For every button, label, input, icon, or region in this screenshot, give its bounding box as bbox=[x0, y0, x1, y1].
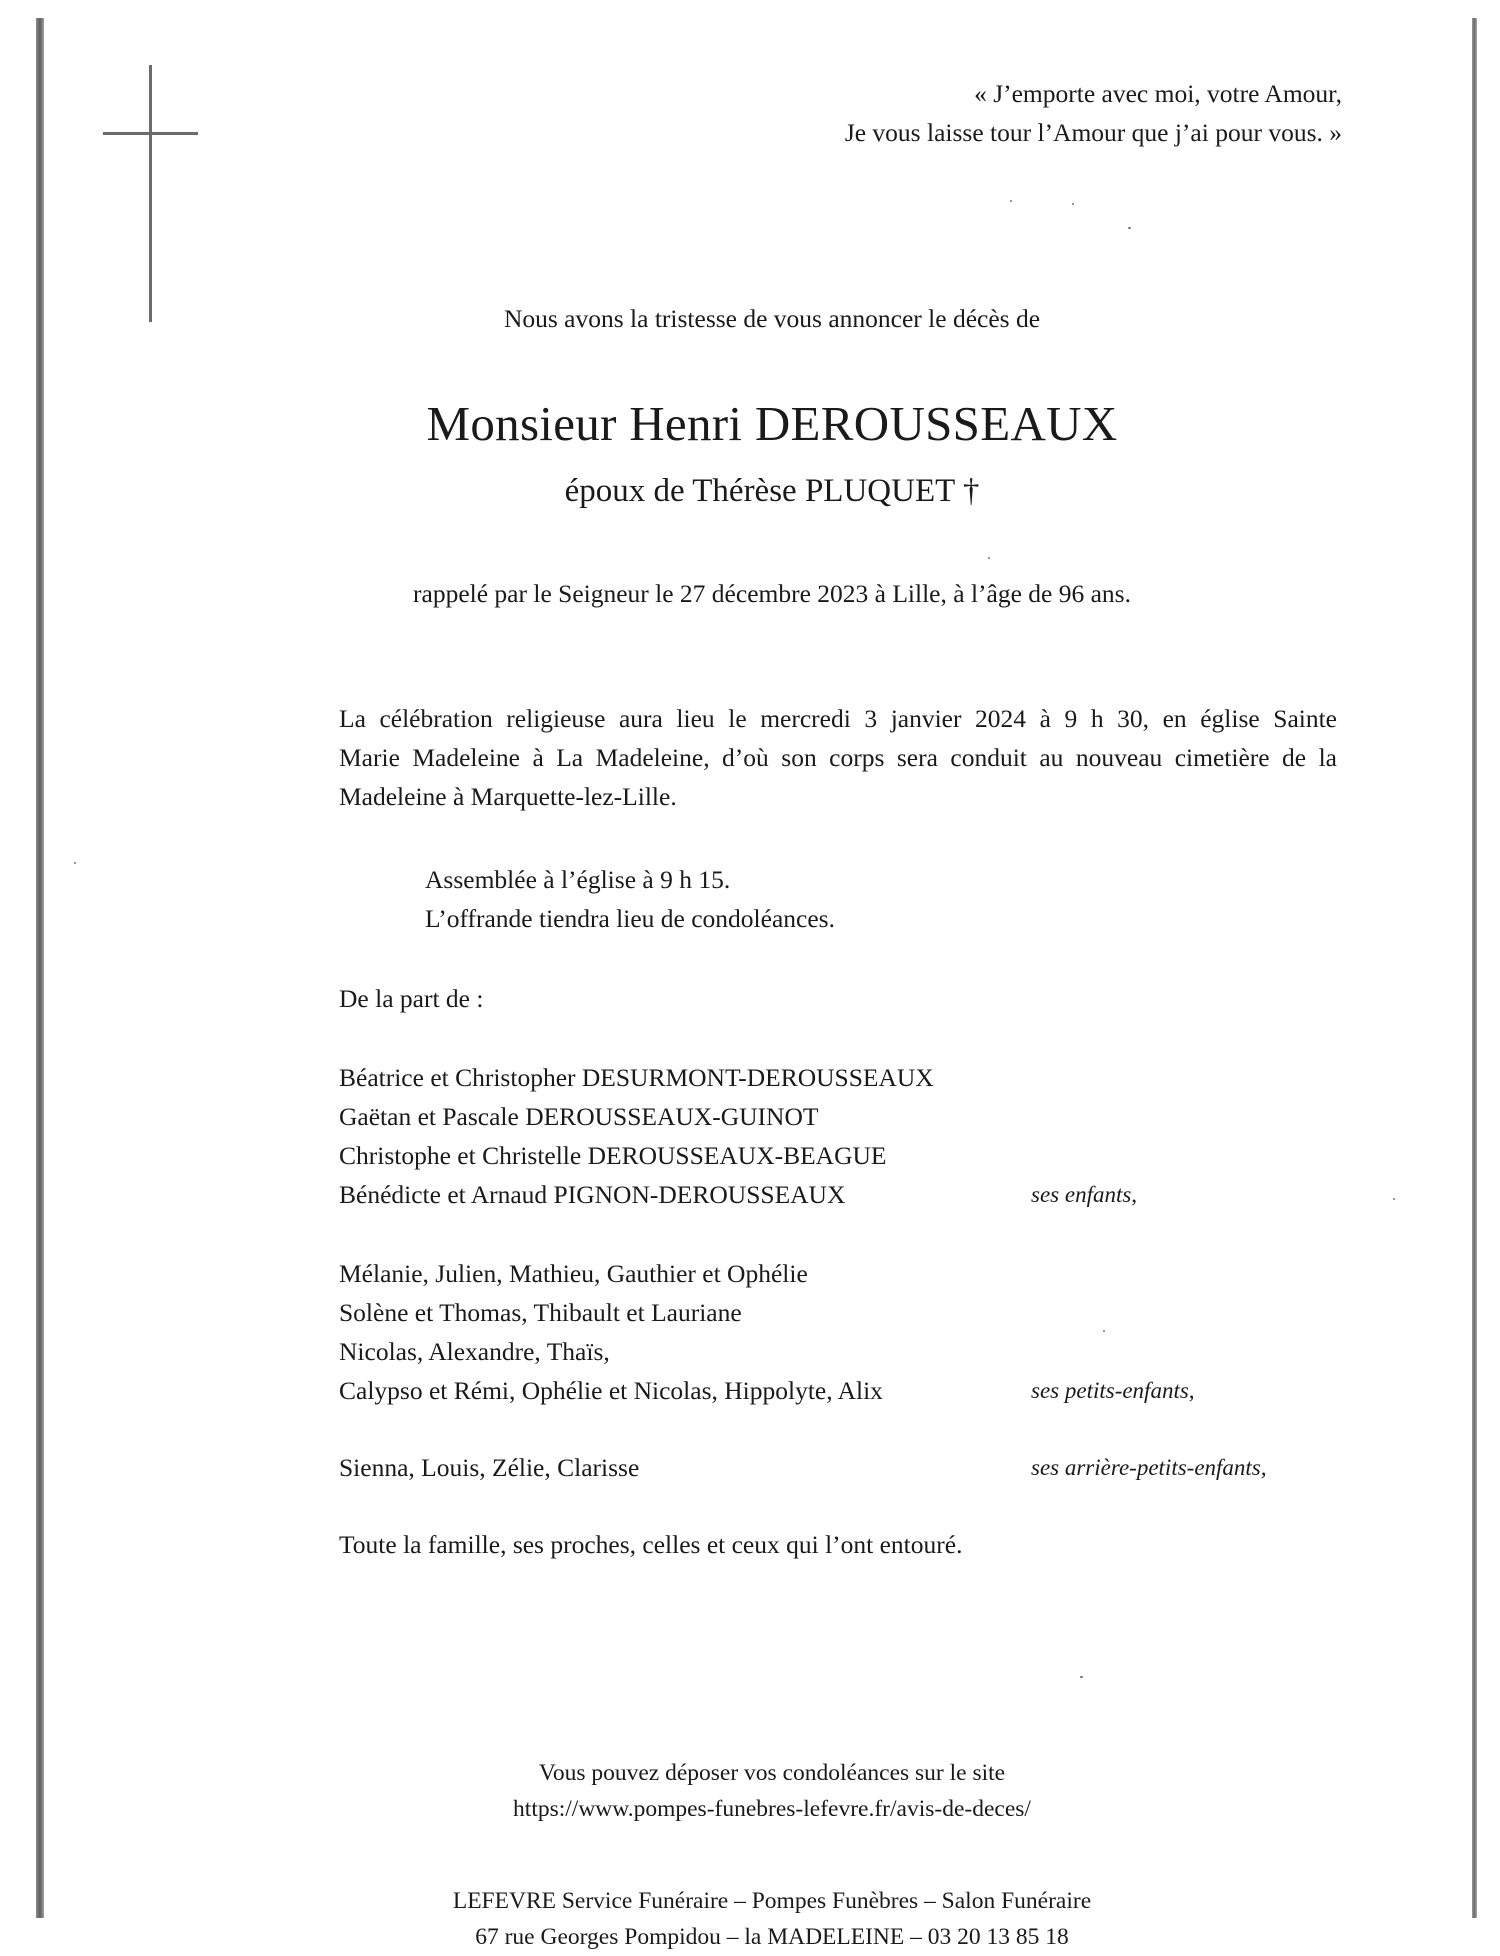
scan-speck bbox=[74, 862, 76, 864]
quote-line: Je vous laisse tour l’Amour que j’ai pour vous. » bbox=[844, 118, 1342, 147]
grandchildren-names: Mélanie, Julien, Mathieu, Gauthier et Ophélie bbox=[339, 1259, 808, 1288]
family-row bbox=[339, 1371, 1339, 1410]
ceremony-line: La célébration religieuse aura lieu le mercredi 3 janvier 2024 à 9 h 30, en église Sainte bbox=[339, 704, 1337, 733]
grandchildren-names: Nicolas, Alexandre, Thaïs, bbox=[339, 1337, 610, 1366]
quote-line: « J’emporte avec moi, votre Amour, bbox=[974, 79, 1342, 108]
funeral-home-address: 67 rue Georges Pompidou – la MADELEINE – 03 20 13 85 18 bbox=[475, 1924, 1069, 1950]
ceremony-line: Madeleine à Marquette-lez-Lille. bbox=[339, 782, 677, 811]
funeral-home-name: LEFEVRE Service Funéraire – Pompes Funèbres – Salon Funéraire bbox=[452, 1888, 1092, 1914]
children-role: ses enfants, bbox=[1031, 1182, 1138, 1207]
family-row bbox=[339, 1097, 1339, 1136]
family-row bbox=[339, 1448, 1339, 1487]
great-grandchildren-role: ses arrière-petits-enfants, bbox=[1031, 1455, 1267, 1480]
family-row bbox=[339, 1058, 1339, 1097]
epigraph-quote bbox=[845, 74, 1342, 152]
grandchildren-names: Calypso et Rémi, Ophélie et Nicolas, Hippolyte, Alix bbox=[339, 1376, 883, 1405]
scan-speck bbox=[1072, 203, 1074, 205]
condolences-text: Vous pouvez déposer vos condoléances sur le site bbox=[538, 1760, 1006, 1786]
closing-line: Toute la famille, ses proches, celles et ceux qui l’ont entouré. bbox=[339, 1530, 963, 1559]
family-row bbox=[339, 1332, 1339, 1371]
offering-note: L’offrande tiendra lieu de condoléances. bbox=[425, 904, 835, 933]
scan-speck bbox=[1010, 200, 1012, 202]
scan-speck bbox=[1128, 227, 1131, 229]
deceased-name: Monsieur Henri DEROUSSEAUX bbox=[426, 396, 1118, 451]
family-row bbox=[339, 1136, 1339, 1175]
ceremony-paragraph bbox=[339, 699, 1337, 816]
from-label: De la part de : bbox=[339, 984, 484, 1013]
family-row bbox=[339, 1254, 1339, 1293]
grandchildren-names: Solène et Thomas, Thibault et Lauriane bbox=[339, 1298, 742, 1327]
scan-speck bbox=[988, 557, 990, 559]
children-names: Gaëtan et Pascale DEROUSSEAUX-GUINOT bbox=[339, 1102, 819, 1131]
children-names: Christophe et Christelle DEROUSSEAUX-BEAGUE bbox=[339, 1141, 887, 1170]
family-row bbox=[339, 1293, 1339, 1332]
death-notice: rappelé par le Seigneur le 27 décembre 2023 à Lille, à l’âge de 96 ans. bbox=[413, 579, 1131, 608]
family-row bbox=[339, 1175, 1339, 1214]
scan-edge-right bbox=[1472, 18, 1477, 1918]
ceremony-line: Marie Madeleine à La Madeleine, d’où son corps sera conduit au nouveau cimetière de la bbox=[339, 743, 1337, 772]
announcement-intro: Nous avons la tristesse de vous annoncer le décès de bbox=[503, 304, 1041, 333]
condolences-url[interactable]: https://www.pompes-funebres-lefevre.fr/avis-de-deces/ bbox=[513, 1796, 1031, 1822]
children-names: Bénédicte et Arnaud PIGNON-DEROUSSEAUX bbox=[339, 1180, 846, 1209]
children-names: Béatrice et Christopher DESURMONT-DEROUSSEAUX bbox=[339, 1063, 934, 1092]
grandchildren-role: ses petits-enfants, bbox=[1031, 1378, 1195, 1403]
great-grandchildren-names: Sienna, Louis, Zélie, Clarisse bbox=[339, 1453, 640, 1482]
scan-speck bbox=[1080, 1676, 1083, 1678]
assembly-time: Assemblée à l’église à 9 h 15. bbox=[425, 865, 731, 894]
spouse-line: époux de Thérèse PLUQUET † bbox=[564, 473, 980, 509]
scan-edge-left bbox=[36, 18, 44, 1918]
scan-speck bbox=[1393, 1198, 1395, 1200]
